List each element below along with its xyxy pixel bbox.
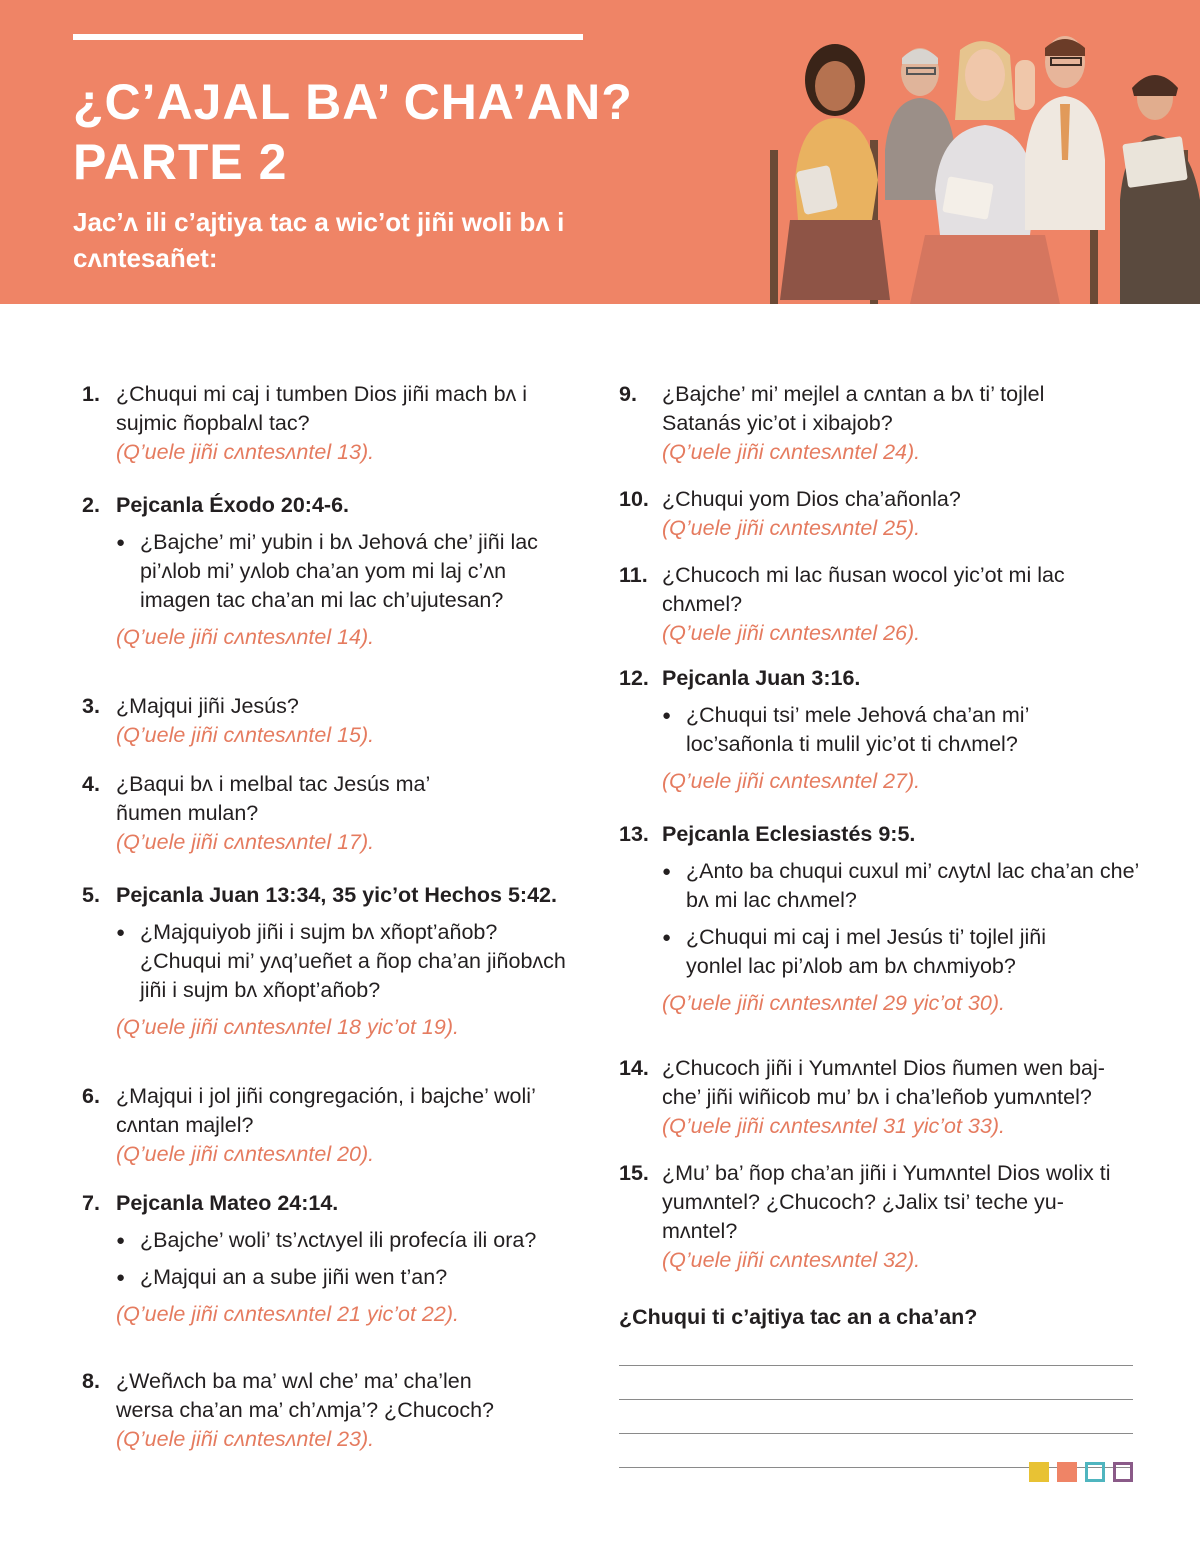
bullet-list xyxy=(116,1226,582,1292)
question-text: Pejcanla Juan 13:34, 35 yic’ot Hechos 5:42. xyxy=(116,883,557,907)
question-10 xyxy=(619,485,1139,543)
question-text: Pejcanla Eclesiastés 9:5. xyxy=(662,822,916,846)
page-title xyxy=(73,72,633,192)
question-number: 8. xyxy=(82,1369,100,1393)
lesson-reference: (Q’uele jiñi cʌntesʌntel 27). xyxy=(662,769,921,793)
question-11 xyxy=(619,561,1139,648)
lesson-reference: (Q’uele jiñi cʌntesʌntel 13). xyxy=(116,440,375,464)
bullet-item: ● ¿Chuqui tsi’ mele Jehová cha’an mi’ loc’sañonla ti mulil yic’ot ti chʌmel? xyxy=(662,701,1056,759)
bullet-item: ● ¿Bajche’ mi’ yubin i bʌ Jehová che’ jiñi lac pi’ʌlob mi’ yʌlob cha’an yom mi laj c’ʌn imagen tac cha’an mi lac ch’ujutesan? xyxy=(116,528,582,615)
question-number: 9. xyxy=(619,382,637,406)
question-number: 15. xyxy=(619,1161,649,1185)
question-15 xyxy=(619,1159,1139,1275)
question-number: 5. xyxy=(82,883,100,907)
question-7 xyxy=(82,1189,582,1329)
question-number: 12. xyxy=(619,666,649,690)
question-number: 6. xyxy=(82,1084,100,1108)
square-purple-outline xyxy=(1113,1462,1133,1482)
lesson-reference: (Q’uele jiñi cʌntesʌntel 26). xyxy=(662,621,921,645)
question-9 xyxy=(619,380,1139,467)
question-number: 10. xyxy=(619,487,649,511)
person-right-man xyxy=(1025,36,1105,230)
question-text: Pejcanla Éxodo 20:4-6. xyxy=(116,493,350,517)
question-number: 4. xyxy=(82,772,100,796)
question-text: ¿Chuqui yom Dios cha’añonla? xyxy=(662,487,961,511)
bullet-item: ● ¿Chuqui mi caj i mel Jesús ti’ tojlel jiñi yonlel lac pi’ʌlob am bʌ chʌmiyob? xyxy=(662,923,1086,981)
bullet-item: ● ¿Anto ba chuqui cuxul mi’ cʌytʌl lac cha’an che’ bʌ mi lac chʌmel? xyxy=(662,857,1139,915)
question-text: ¿Majqui i jol jiñi congregación, i bajche’ woli’ cʌntan majlel? xyxy=(116,1084,536,1137)
audience-illustration xyxy=(760,0,1200,304)
question-number: 14. xyxy=(619,1056,649,1080)
question-number: 7. xyxy=(82,1191,100,1215)
person-left xyxy=(780,44,890,300)
answer-line[interactable] xyxy=(619,1332,1133,1366)
bullet-list xyxy=(116,918,582,1005)
question-text: ¿Baqui bʌ i melbal tac Jesús ma’ ñumen mulan? xyxy=(116,772,430,825)
person-far-right-woman xyxy=(1120,75,1200,304)
question-6 xyxy=(82,1082,582,1169)
title-line-2: PARTE 2 xyxy=(73,134,288,190)
your-questions-title: ¿Chuqui ti c’ajtiya tac an a cha’an? xyxy=(619,1305,978,1329)
square-coral xyxy=(1057,1462,1077,1482)
bullet-list xyxy=(662,701,1139,759)
question-text: ¿Bajche’ mi’ mejlel a cʌntan a bʌ ti’ tojlel Satanás yic’ot i xibajob? xyxy=(662,382,1045,435)
question-5 xyxy=(82,881,582,1042)
bullet-item: ● ¿Majqui an a sube jiñi wen t’an? xyxy=(116,1263,582,1292)
question-4 xyxy=(82,770,582,857)
question-text: ¿Chucoch jiñi i Yumʌntel Dios ñumen wen baj-che’ jiñi wiñicob mu’ bʌ i cha’leñob yumʌntel? xyxy=(662,1056,1105,1109)
question-text: ¿Chuqui mi caj i tumben Dios jiñi mach bʌ i sujmic ñopbalʌl tac? xyxy=(116,382,528,435)
answer-line[interactable] xyxy=(619,1434,1133,1468)
lesson-reference: (Q’uele jiñi cʌntesʌntel 15). xyxy=(116,723,375,747)
question-text: Pejcanla Juan 3:16. xyxy=(662,666,861,690)
lesson-reference: (Q’uele jiñi cʌntesʌntel 25). xyxy=(662,516,921,540)
question-number: 11. xyxy=(619,563,648,587)
question-1 xyxy=(82,380,582,467)
lesson-reference: (Q’uele jiñi cʌntesʌntel 32). xyxy=(662,1248,921,1272)
question-text: ¿Weñʌch ba ma’ wʌl che’ ma’ cha’len wersa cha’an ma’ ch’ʌmja’? ¿Chucoch? xyxy=(116,1369,495,1422)
lesson-reference: (Q’uele jiñi cʌntesʌntel 20). xyxy=(116,1142,375,1166)
title-line-1: ¿C’AJAL BA’ CHA’AN? xyxy=(73,74,633,130)
lesson-reference: (Q’uele jiñi cʌntesʌntel 24). xyxy=(662,440,921,464)
page-subtitle: Jac’ʌ ili c’ajtiya tac a wic’ot jiñi woli bʌ i cʌntesañet: xyxy=(73,207,565,273)
square-yellow xyxy=(1029,1462,1049,1482)
bullet-item: ● ¿Bajche’ woli’ ts’ʌctʌyel ili profecía ili ora? xyxy=(116,1226,582,1255)
question-number: 2. xyxy=(82,493,100,517)
header-banner xyxy=(0,0,1200,304)
lesson-reference: (Q’uele jiñi cʌntesʌntel 23). xyxy=(116,1427,375,1451)
questions-left-column xyxy=(82,380,582,1454)
answer-line[interactable] xyxy=(619,1400,1133,1434)
question-number: 3. xyxy=(82,694,100,718)
lesson-reference: (Q’uele jiñi cʌntesʌntel 14). xyxy=(116,625,375,649)
question-text: Pejcanla Mateo 24:14. xyxy=(116,1191,339,1215)
question-3 xyxy=(82,692,582,750)
lesson-reference: (Q’uele jiñi cʌntesʌntel 29 yic’ot 30). xyxy=(662,991,1005,1015)
lesson-reference: (Q’uele jiñi cʌntesʌntel 31 yic’ot 33). xyxy=(662,1114,1005,1138)
question-2 xyxy=(82,491,582,652)
bullet-list xyxy=(116,528,582,615)
square-teal-outline xyxy=(1085,1462,1105,1482)
lesson-reference: (Q’uele jiñi cʌntesʌntel 21 yic’ot 22). xyxy=(116,1302,459,1326)
questions-right-column xyxy=(619,380,1139,1468)
lesson-reference: (Q’uele jiñi cʌntesʌntel 17). xyxy=(116,830,375,854)
question-text: ¿Mu’ ba’ ñop cha’an jiñi i Yumʌntel Dios wolix ti yumʌntel? ¿Chucoch? ¿Jalix tsi’ teche yu-mʌntel? xyxy=(662,1161,1111,1243)
question-text: ¿Chucoch mi lac ñusan wocol yic’ot mi lac chʌmel? xyxy=(662,563,1065,616)
question-13 xyxy=(619,820,1139,1018)
answer-lines xyxy=(619,1332,1139,1468)
question-number: 13. xyxy=(619,822,649,846)
answer-line[interactable] xyxy=(619,1366,1133,1400)
question-14 xyxy=(619,1054,1139,1141)
lesson-reference: (Q’uele jiñi cʌntesʌntel 18 yic’ot 19). xyxy=(116,1015,459,1039)
header-rule xyxy=(73,34,583,40)
bullet-list xyxy=(662,857,1139,981)
bullet-item: ● ¿Majquiyob jiñi i sujm bʌ xñopt’añob? ¿Chuqui mi’ yʌq’ueñet a ñop cha’an jiñobʌch jiñi i sujm bʌ xñopt’añob? xyxy=(116,918,582,1005)
question-8 xyxy=(82,1367,582,1454)
question-12 xyxy=(619,664,1139,796)
question-text: ¿Majqui jiñi Jesús? xyxy=(116,694,299,718)
question-number: 1. xyxy=(82,382,100,406)
